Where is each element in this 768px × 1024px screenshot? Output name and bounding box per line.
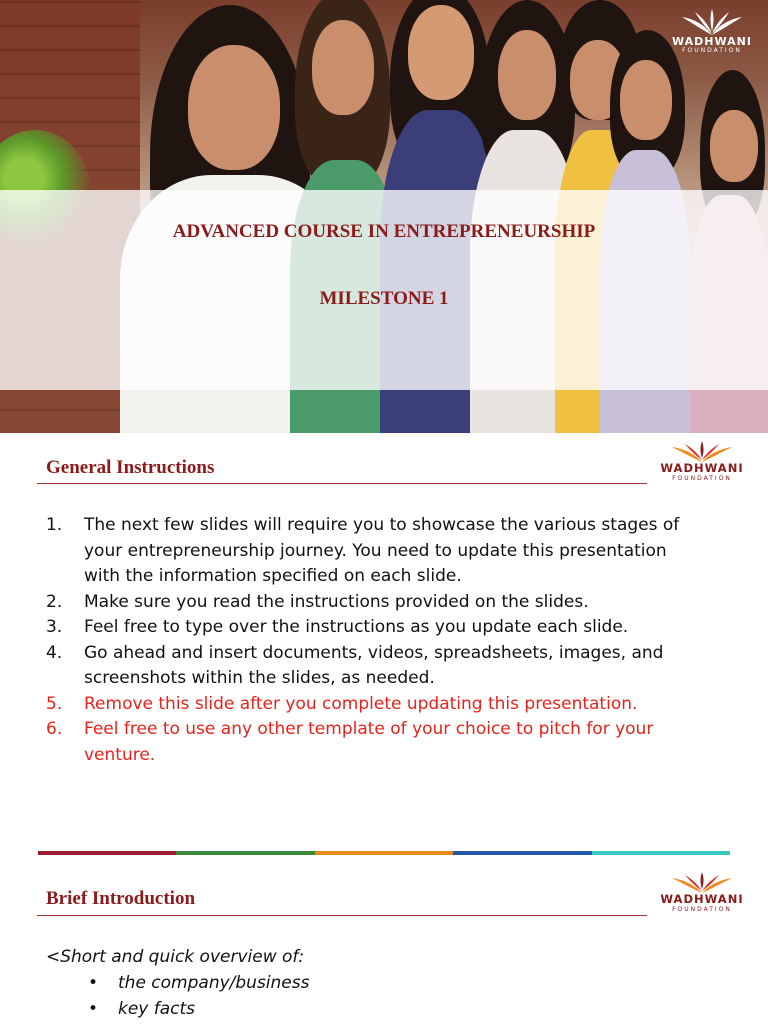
wadhwani-logo — [658, 872, 746, 913]
intro-lead-text: <Short and quick overview of: — [46, 947, 305, 967]
hero-image — [0, 0, 768, 433]
list-number: 1. — [46, 515, 63, 535]
list-item: • key facts — [88, 997, 309, 1023]
title-underline — [37, 915, 647, 916]
list-number: 6. — [46, 719, 63, 739]
list-number: 3. — [46, 617, 63, 637]
list-item: • the company/business — [88, 971, 309, 997]
title-underline — [37, 483, 647, 484]
logo-wordmark: WADHWANI — [660, 892, 744, 906]
logo-tagline: FOUNDATION — [672, 474, 732, 482]
course-title: ADVANCED COURSE IN ENTREPRENEURSHIP — [172, 221, 596, 242]
logo-wordmark: WADHWANI — [672, 35, 752, 48]
list-number: 4. — [46, 642, 63, 663]
general-instructions-title: General Instructions — [46, 457, 215, 478]
intro-bullet-list — [88, 971, 309, 1022]
color-divider — [38, 851, 730, 855]
wadhwani-emblem-icon — [662, 872, 742, 894]
list-item-highlighted — [46, 692, 706, 718]
list-item-highlighted — [46, 717, 706, 768]
wadhwani-logo — [658, 441, 746, 482]
list-item-text: Feel free to use any other template of your choice to pitch for your venture. — [84, 719, 654, 765]
list-item — [46, 641, 706, 692]
list-item — [46, 615, 706, 641]
logo-tagline: FOUNDATION — [672, 905, 732, 913]
divider-segment — [315, 851, 453, 855]
list-number: 2. — [46, 591, 63, 612]
list-item — [46, 513, 706, 590]
list-item-text: The next few slides will require you to showcase the various stages of your entrepreneurship journey. You need to update this presentation with the information specified on each slide. — [84, 515, 680, 586]
list-number: 5. — [46, 693, 63, 714]
instructions-list — [46, 513, 706, 768]
divider-segment — [38, 851, 176, 855]
list-item-text: Make sure you read the instructions provided on the slides. — [84, 591, 589, 612]
milestone-title: MILESTONE 1 — [319, 288, 449, 309]
divider-segment — [453, 851, 591, 855]
wadhwani-emblem-icon — [681, 8, 743, 36]
wadhwani-logo — [666, 8, 758, 54]
list-item-text: Feel free to type over the instructions as you update each slide. — [84, 617, 629, 637]
list-item-text: Remove this slide after you complete updating this presentation. — [84, 693, 638, 714]
brief-introduction-title: Brief Introduction — [46, 888, 196, 909]
divider-segment — [176, 851, 314, 855]
list-item — [46, 590, 706, 616]
wadhwani-emblem-icon — [662, 441, 742, 463]
logo-wordmark: WADHWANI — [660, 461, 744, 475]
list-item-text: Go ahead and insert documents, videos, spreadsheets, images, and screenshots within the slides, as needed. — [84, 642, 664, 688]
logo-tagline: FOUNDATION — [682, 47, 742, 54]
divider-segment — [592, 851, 730, 855]
